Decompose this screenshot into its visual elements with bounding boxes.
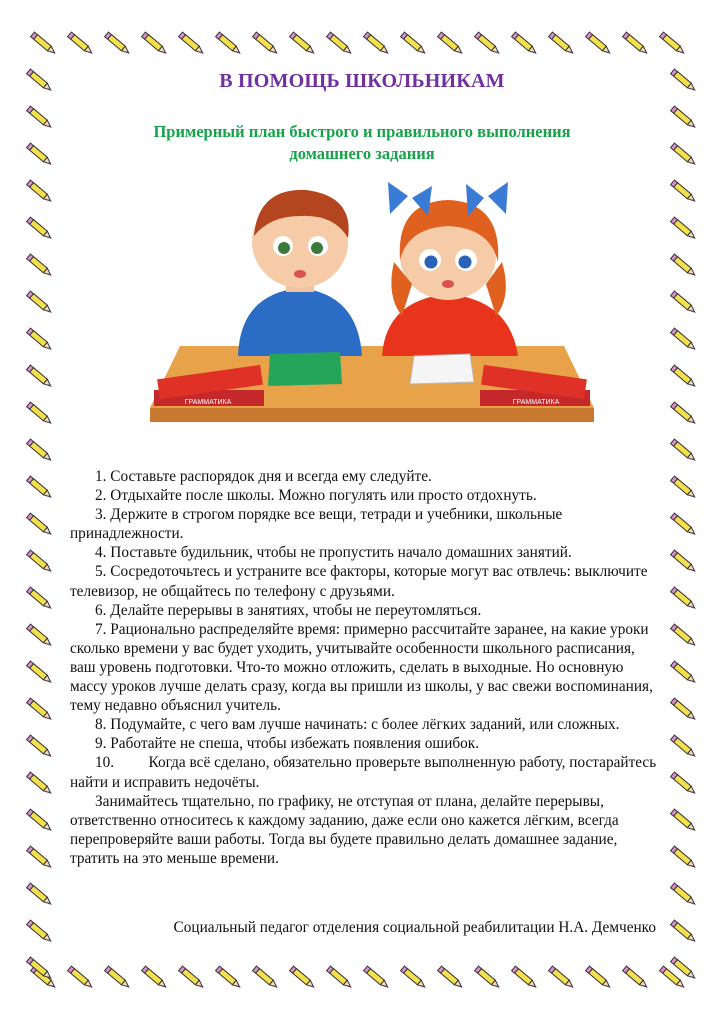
pencil-icon (549, 32, 575, 55)
pencil-icon (364, 966, 390, 989)
book-label-left: ГРАММАТИКА (184, 399, 232, 406)
pencil-icon (27, 328, 53, 351)
subtitle-line-1: Примерный план быстрого и правильного выполнения (153, 122, 571, 141)
pencil-icon (671, 476, 697, 499)
pencil-icon (671, 291, 697, 314)
pencil-icon (27, 217, 53, 240)
pencil-icon (216, 966, 242, 989)
pencil-icon (68, 966, 94, 989)
pencil-icon (27, 735, 53, 758)
pencil-icon (27, 661, 53, 684)
pencil-icon (179, 32, 205, 55)
pencil-icon (105, 32, 131, 55)
page-subtitle (100, 121, 624, 165)
girl-figure (382, 182, 518, 356)
pencil-icon (27, 550, 53, 573)
pencil-icon (253, 32, 279, 55)
list-item: 5. Сосредоточьтесь и устраните все факторы, которые могут вас отвлечь: выключите телевизор, не общайтесь по телефону с друзьями. (70, 563, 648, 600)
pencil-icon (27, 920, 53, 943)
pencil-icon (27, 291, 53, 314)
pencil-icon (671, 772, 697, 795)
pencil-icon (586, 966, 612, 989)
pencil-icon (586, 32, 612, 55)
pencil-icon (327, 32, 353, 55)
pencil-icon (142, 966, 168, 989)
pencil-icon (27, 624, 53, 647)
notebook-white (410, 354, 474, 384)
homework-plan (70, 467, 661, 868)
pencil-icon (290, 966, 316, 989)
pencil-icon (27, 846, 53, 869)
pencil-icon (623, 966, 649, 989)
pencil-icon (671, 809, 697, 832)
pencil-icon (671, 180, 697, 203)
pencil-icon (512, 966, 538, 989)
pencil-icon (671, 735, 697, 758)
pencil-icon (671, 920, 697, 943)
pencil-icon (671, 217, 697, 240)
pencil-icon (549, 966, 575, 989)
signature: Социальный педагог отделения социальной реабилитации Н.А. Демченко (173, 919, 656, 936)
notebook-green (268, 352, 342, 386)
closing-paragraph: Занимайтесь тщательно, по графику, не отступая от плана, делайте перерывы, ответственно относитесь к каждому заданию, даже если оно кажется лёгким, всегда перепроверяйте ваши работы. Тогда вы будете правильно делать домашнее задание, тратить на это меньше времени. (70, 792, 619, 867)
pencil-icon (27, 439, 53, 462)
pencil-icon (671, 513, 697, 536)
pencil-icon (364, 32, 390, 55)
pencil-icon (68, 32, 94, 55)
pencil-icon (27, 513, 53, 536)
pencil-icon (27, 143, 53, 166)
pencil-icon (660, 32, 686, 55)
pencil-icon (671, 624, 697, 647)
pencil-icon (401, 32, 427, 55)
pencil-icon (27, 254, 53, 277)
pencil-icon (512, 32, 538, 55)
children-at-desk-illustration (150, 176, 594, 426)
subtitle-line-2: домашнего задания (289, 144, 435, 163)
pencil-icon (671, 365, 697, 388)
pencil-icon (27, 476, 53, 499)
pencil-icon (216, 32, 242, 55)
pencil-icon (142, 32, 168, 55)
page-title: В ПОМОЩЬ ШКОЛЬНИКАМ (219, 70, 505, 92)
pencil-icon (27, 883, 53, 906)
pencil-icon (671, 698, 697, 721)
pencil-icon (105, 966, 131, 989)
pencil-icon (671, 143, 697, 166)
list-item: 7. Рационально распределяйте время: примерно рассчитайте заранее, на какие уроки сколько времени у вас будет уходить, учитывайте особенности школьного расписания, ваш уровень подготовки. Что-то можно отложить, сделать в выходные. Но основную массу уроков лучше делать сразу, когда вы пришли из школы, у вас свежи воспоминания, тему недавно объяснил учитель. (70, 620, 653, 715)
list-item: 3. Держите в строгом порядке все вещи, тетради и учебники, школьные принадлежности. (70, 506, 563, 543)
pencil-icon (671, 439, 697, 462)
pencil-icon (327, 966, 353, 989)
pencil-icon (27, 809, 53, 832)
pencil-icon (27, 180, 53, 203)
list-item: 1. Составьте распорядок дня и всегда ему следуйте. (95, 468, 432, 485)
pencil-icon (623, 32, 649, 55)
list-item: 4. Поставьте будильник, чтобы не пропустить начало домашних занятий. (95, 544, 572, 562)
pencil-icon (31, 32, 57, 55)
pencil-icon (253, 966, 279, 989)
pencil-icon (671, 106, 697, 129)
pencil-icon (27, 402, 53, 425)
list-item: 9. Работайте не спеша, чтобы избежать появления ошибок. (95, 735, 480, 753)
pencil-icon (27, 698, 53, 721)
pencil-icon (27, 772, 53, 795)
pencil-icon (27, 365, 53, 388)
list-item: 2. Отдыхайте после школы. Можно погулять или просто отдохнуть. (95, 487, 537, 505)
pencil-icon (671, 328, 697, 351)
list-item: 10. Когда всё сделано, обязательно проверьте выполненную работу, постарайтесь найти и исправить недочёты. (70, 754, 661, 791)
pencil-icon (179, 966, 205, 989)
pencil-icon (290, 32, 316, 55)
pencil-icon (475, 966, 501, 989)
pencil-icon (27, 106, 53, 129)
list-item: 6. Делайте перерывы в занятиях, чтобы не переутомляться. (95, 601, 482, 619)
pencil-icon (671, 550, 697, 573)
pencil-icon (671, 254, 697, 277)
pencil-icon (475, 32, 501, 55)
pencil-icon (27, 587, 53, 610)
pencil-icon (671, 883, 697, 906)
pencil-icon (671, 661, 697, 684)
pencil-icon (671, 587, 697, 610)
list-item: 8. Подумайте, с чего вам лучше начинать: с более лёгких заданий, или сложных. (95, 716, 620, 734)
pencil-icon (671, 402, 697, 425)
pencil-icon (671, 846, 697, 869)
boy-figure (238, 190, 362, 356)
pencil-icon (401, 966, 427, 989)
book-label-right: ГРАММАТИКА (512, 399, 560, 406)
pencil-icon (438, 966, 464, 989)
pencil-icon (438, 32, 464, 55)
